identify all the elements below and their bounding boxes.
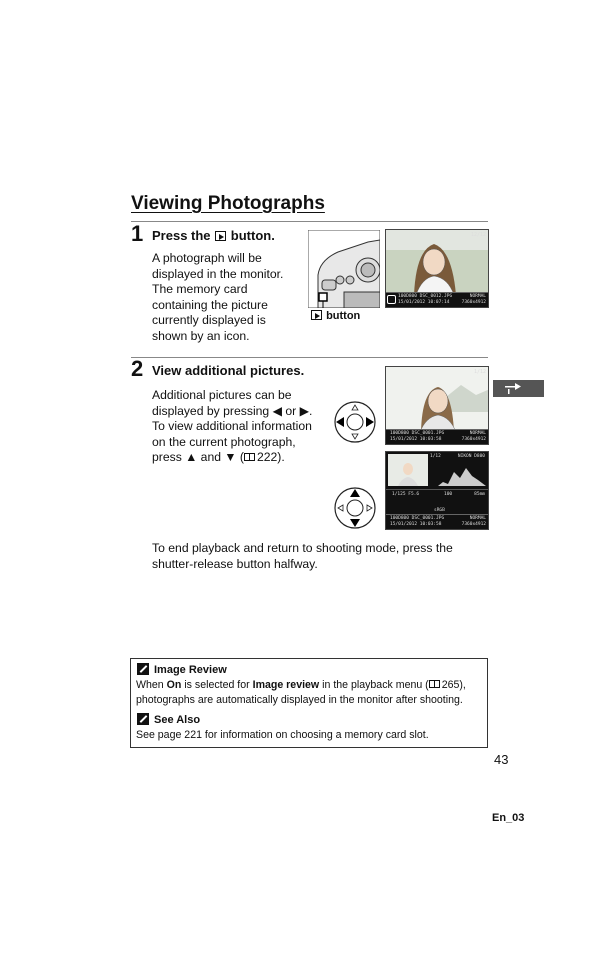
step-2-body: Additional pictures can be displayed by pressing ◀ or ▶. To view additional information on the current photograph, press ▲ and ▼ ( 222). xyxy=(152,388,313,465)
note-icon xyxy=(137,663,149,675)
end-playback-text: To end playback and return to shooting mode, press the shutter-release button halfway. xyxy=(152,541,453,571)
step-2-heading: View additional pictures. xyxy=(152,363,305,378)
playback-icon xyxy=(215,231,226,241)
step-1-body: A photograph will be displayed in the monitor. The memory card containing the picture currently displayed is shown by an icon. xyxy=(152,251,284,343)
down-arrow-icon: ▼ xyxy=(224,450,237,465)
info-strip: 100D800 DSC_0001.JPG 15/01/2012 10:03:58 NORMAL 7360x4912 xyxy=(386,514,488,529)
monitor-screenshot-2: 1/12 100D800 DSC_0001.JPG 15/01/2012 10:03:58 NORMAL 7360x4912 xyxy=(385,366,489,445)
portrait-photo xyxy=(386,230,489,295)
histogram xyxy=(438,462,486,486)
monitor-screenshot-1 xyxy=(385,229,489,308)
notes-box xyxy=(130,658,488,748)
see-also-body: See page 221 for information on choosing a memory card slot. xyxy=(136,729,429,741)
footer-code: En_03 xyxy=(492,812,525,824)
image-review-body: When On is selected for Image review in the playback menu ( 265), photographs are automatically displayed in the monitor after shooting. xyxy=(136,679,466,706)
left-arrow-icon: ◀ xyxy=(272,403,282,418)
camera-back-illustration xyxy=(308,230,380,308)
monitor-screenshot-3: 1/12 NIKON D800 1/125 F5.6 100 85mm sRGB 100D800 DSC_0001.JPG 15/01/2012 10:03:58 NORMAL 7360x4912 xyxy=(385,451,489,530)
multi-selector-left-right xyxy=(333,400,377,444)
info-strip: 100D800 DSC_0012.JPG 15/01/2012 10:07:14 NORMAL 7360x4912 xyxy=(386,292,488,307)
book-icon xyxy=(429,680,440,688)
section-tab xyxy=(493,380,544,397)
playback-tab-icon xyxy=(493,380,544,397)
multi-selector-up-down xyxy=(333,486,377,530)
step-1-number: 1 xyxy=(131,221,144,246)
page-number: 43 xyxy=(494,752,509,767)
right-arrow-icon: ▶ xyxy=(299,403,309,418)
step-divider xyxy=(131,357,488,358)
info-strip: 100D800 DSC_0001.JPG 15/01/2012 10:03:58 NORMAL 7360x4912 xyxy=(386,429,488,444)
page-title: Viewing Photographs xyxy=(131,193,325,214)
memory-card-icon xyxy=(387,295,396,304)
button-callout: button xyxy=(310,310,360,322)
thumbnail-photo xyxy=(388,454,428,486)
up-arrow-icon: ▲ xyxy=(185,450,198,465)
note-icon xyxy=(137,713,149,725)
see-also-heading: See Also xyxy=(137,713,200,726)
landscape-portrait-photo xyxy=(386,367,489,432)
book-icon xyxy=(244,453,255,461)
title-rule xyxy=(131,221,488,222)
step-1-heading: Press the button. xyxy=(152,228,275,243)
image-review-heading: Image Review xyxy=(137,663,227,676)
step-2-number: 2 xyxy=(131,356,144,381)
image-counter: 12/12 xyxy=(470,232,486,238)
playback-icon xyxy=(311,310,322,320)
